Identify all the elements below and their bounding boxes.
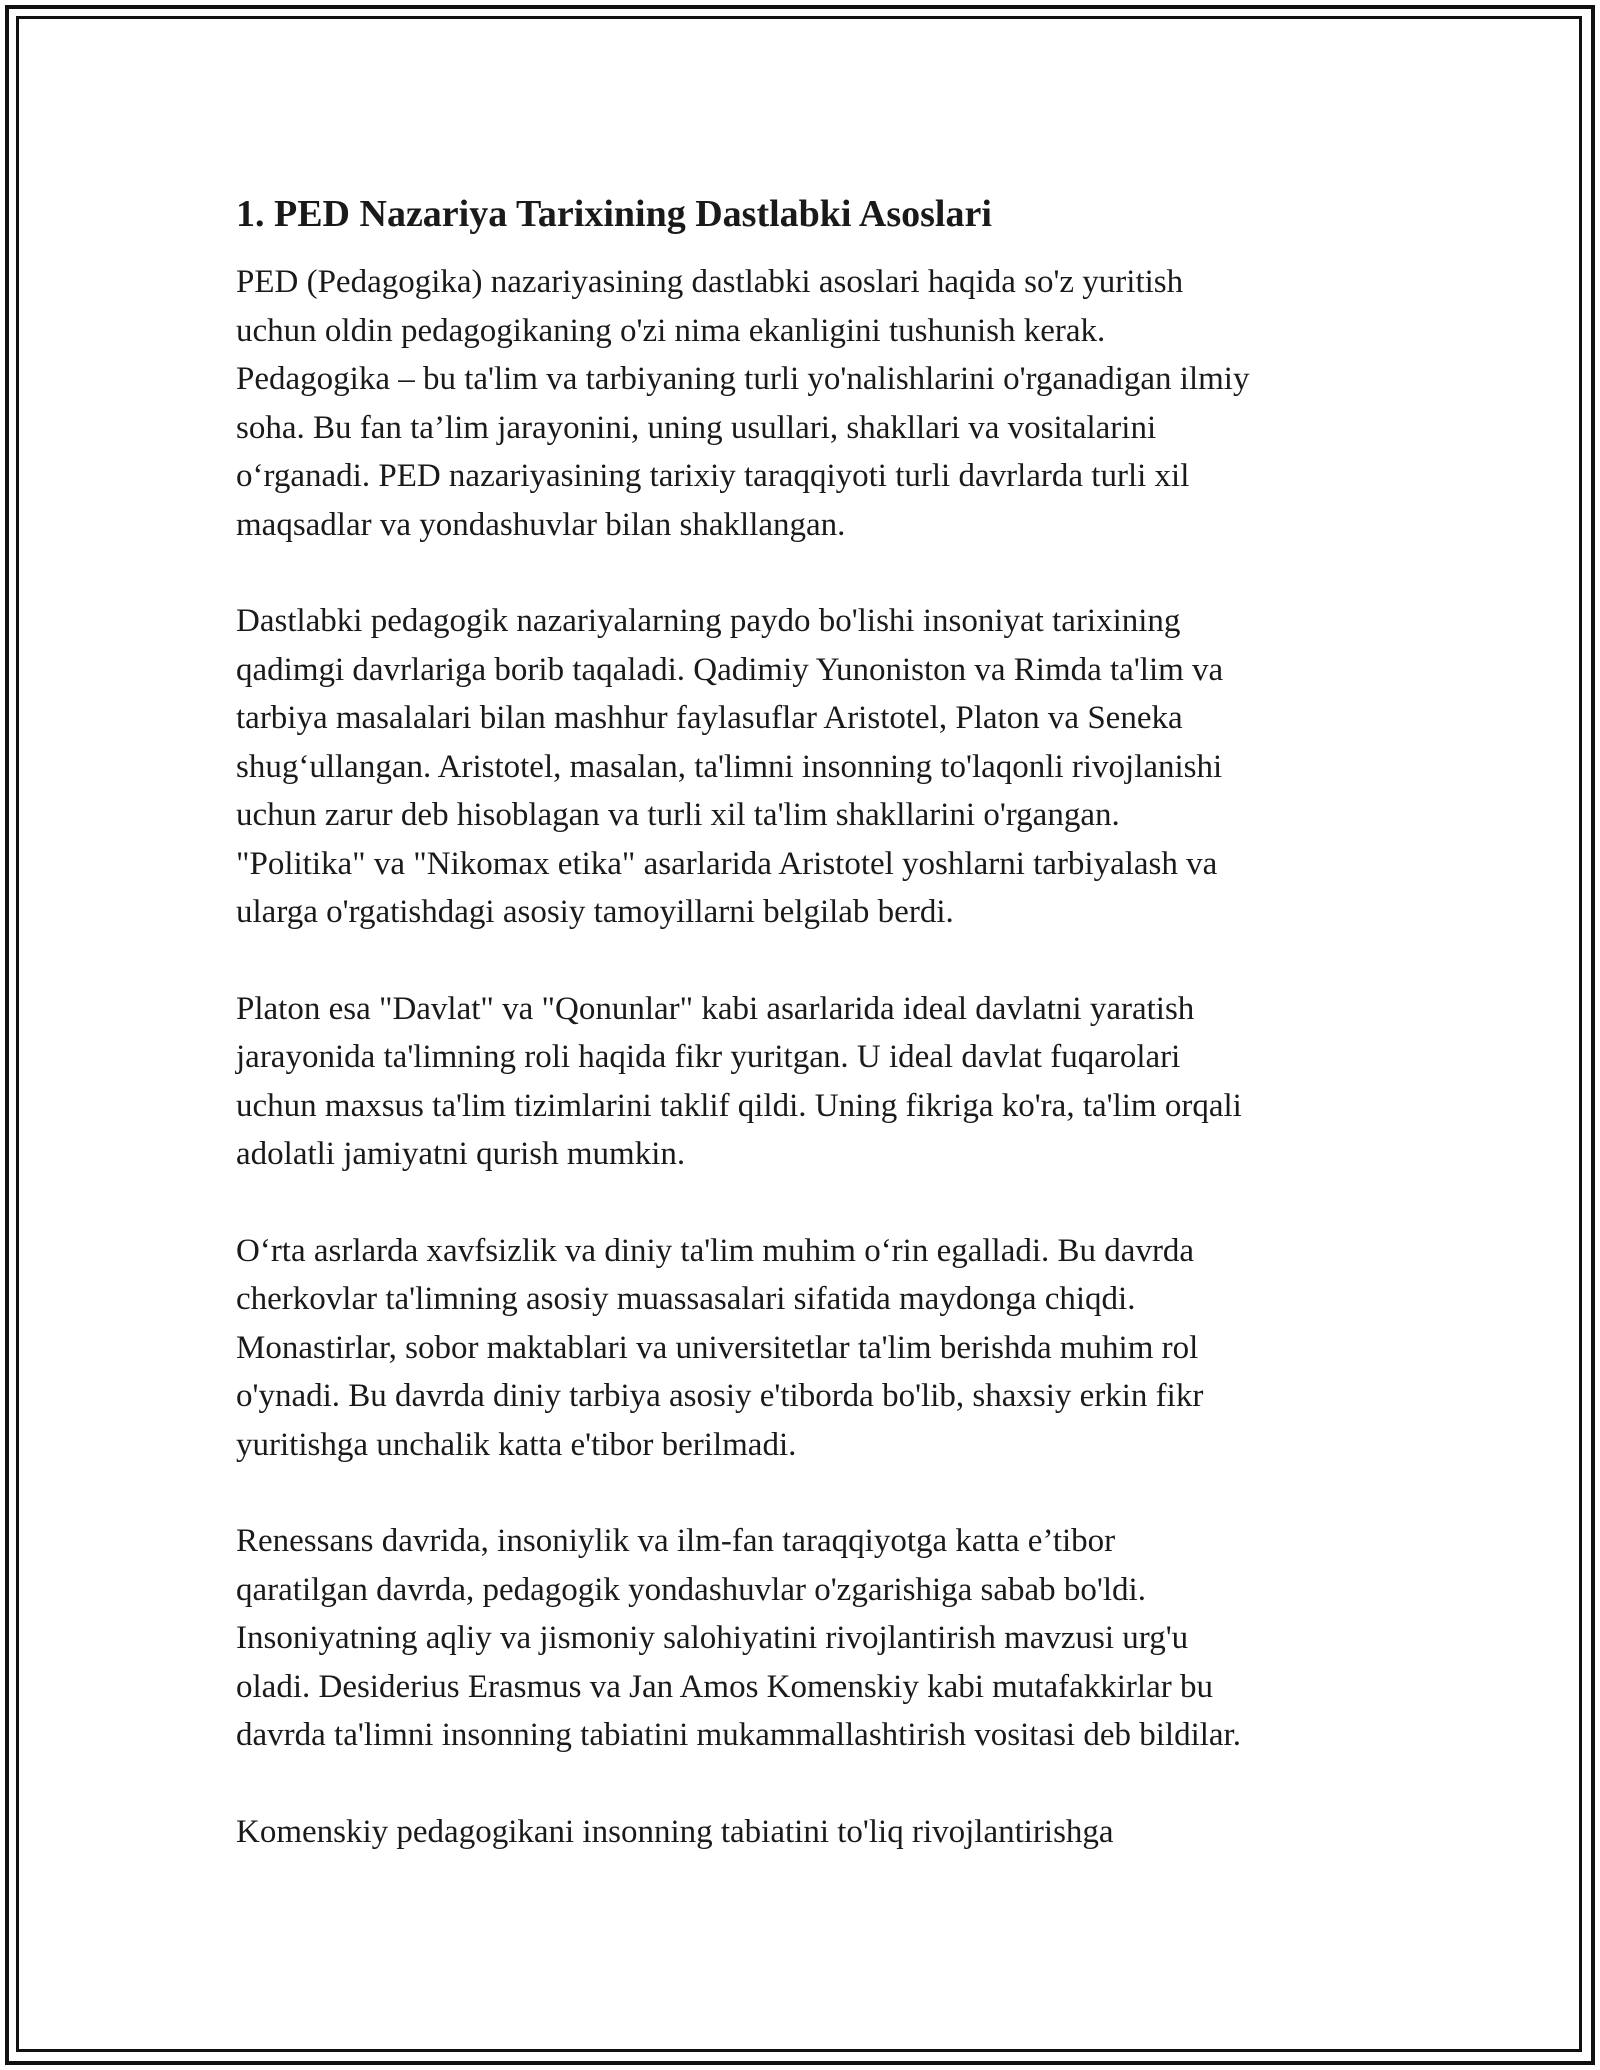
text-line: Insoniyatning aqliy va jismoniy salohiyatini rivojlantirish mavzusi urg'u xyxy=(236,1620,1189,1656)
text-line: uchun zarur deb hisoblagan va turli xil ta'lim shakllarini o'rgangan. xyxy=(236,797,1120,833)
text-line: Platon esa "Davlat" va "Qonunlar" kabi asarlarida ideal davlatni yaratish xyxy=(236,990,1195,1027)
text-line: Komenskiy pedagogikani insonning tabiatini to'liq rivojlantirishga xyxy=(236,1813,1114,1850)
text-line: o‘rganadi. PED nazariyasining tarixiy taraqqiyoti turli davrlarda turli xil xyxy=(236,458,1190,494)
text-line: qaratilgan davrda, pedagogik yondashuvlar o'zgarishiga sabab bo'ldi. xyxy=(236,1571,1146,1608)
text-line: oladi. Desiderius Erasmus va Jan Amos Komenskiy kabi mutafakkirlar bu xyxy=(236,1668,1213,1705)
paragraph-introduction xyxy=(236,258,1376,549)
text-line: Renessans davrida, insoniylik va ilm-fan taraqqiyotga katta e’tibor xyxy=(236,1523,1116,1559)
text-line: uchun oldin pedagogikaning o'zi nima ekanligini tushunish kerak. xyxy=(236,312,1106,349)
paragraph-renaissance xyxy=(236,1517,1376,1760)
text-line: O‘rta asrlarda xavfsizlik va diniy ta'lim muhim o‘rin egalladi. Bu davrda xyxy=(236,1232,1195,1269)
text-line: jarayonida ta'limning roli haqida fikr yuritgan. U ideal davlat fuqarolari xyxy=(236,1039,1181,1075)
text-line: Dastlabki pedagogik nazariyalarning paydo bo'lishi insoniyat tarixining xyxy=(236,603,1181,639)
text-line: "Politika" va "Nikomax etika" asarlarida Aristotel yoshlarni tarbiyalash va xyxy=(236,845,1218,882)
text-line: yuritishga unchalik katta e'tibor berilmadi. xyxy=(236,1426,797,1463)
text-line: tarbiya masalalari bilan mashhur faylasuflar Aristotel, Platon va Seneka xyxy=(236,700,1183,736)
text-line: o'ynadi. Bu davrda diniy tarbiya asosiy e'tiborda bo'lib, shaxsiy erkin fikr xyxy=(236,1378,1204,1414)
paragraph-platon xyxy=(236,985,1376,1179)
text-line: maqsadlar va yondashuvlar bilan shakllangan. xyxy=(236,506,846,543)
paragraph-komenskiy xyxy=(236,1808,1376,1857)
text-line: PED (Pedagogika) nazariyasining dastlabki asoslari haqida so'z yuritish xyxy=(236,264,1184,300)
text-line: ularga o'rgatishdagi asosiy tamoyillarni belgilab berdi. xyxy=(236,894,954,930)
text-line: uchun maxsus ta'lim tizimlarini taklif qildi. Uning fikriga ko'ra, ta'lim orqali xyxy=(236,1087,1242,1124)
page-title: 1. PED Nazariya Tarixining Dastlabki Asoslari xyxy=(236,193,992,235)
text-line: cherkovlar ta'limning asosiy muassasalari sifatida maydonga chiqdi. xyxy=(236,1281,1136,1317)
text-line: davrda ta'limni insonning tabiatini mukammallashtirish vositasi deb bildilar. xyxy=(236,1717,1241,1753)
text-line: adolatli jamiyatni qurish mumkin. xyxy=(236,1136,686,1172)
text-line: soha. Bu fan ta’lim jarayonini, uning usullari, shakllari va vositalarini xyxy=(236,409,1157,446)
text-line: qadimgi davrlariga borib taqaladi. Qadimiy Yunoniston va Rimda ta'lim va xyxy=(236,651,1224,688)
paragraph-middle-ages xyxy=(236,1227,1376,1470)
text-line: shug‘ullangan. Aristotel, masalan, ta'limni insonning to'laqonli rivojlanishi xyxy=(236,748,1223,785)
text-line: Monastirlar, sobor maktablari va universitetlar ta'lim berishda muhim rol xyxy=(236,1329,1199,1366)
text-line: Pedagogika – bu ta'lim va tarbiyaning turli yo'nalishlarini o'rganadigan ilmiy xyxy=(236,361,1250,397)
document-body xyxy=(236,188,1376,1904)
paragraph-ancient-era xyxy=(236,597,1376,937)
